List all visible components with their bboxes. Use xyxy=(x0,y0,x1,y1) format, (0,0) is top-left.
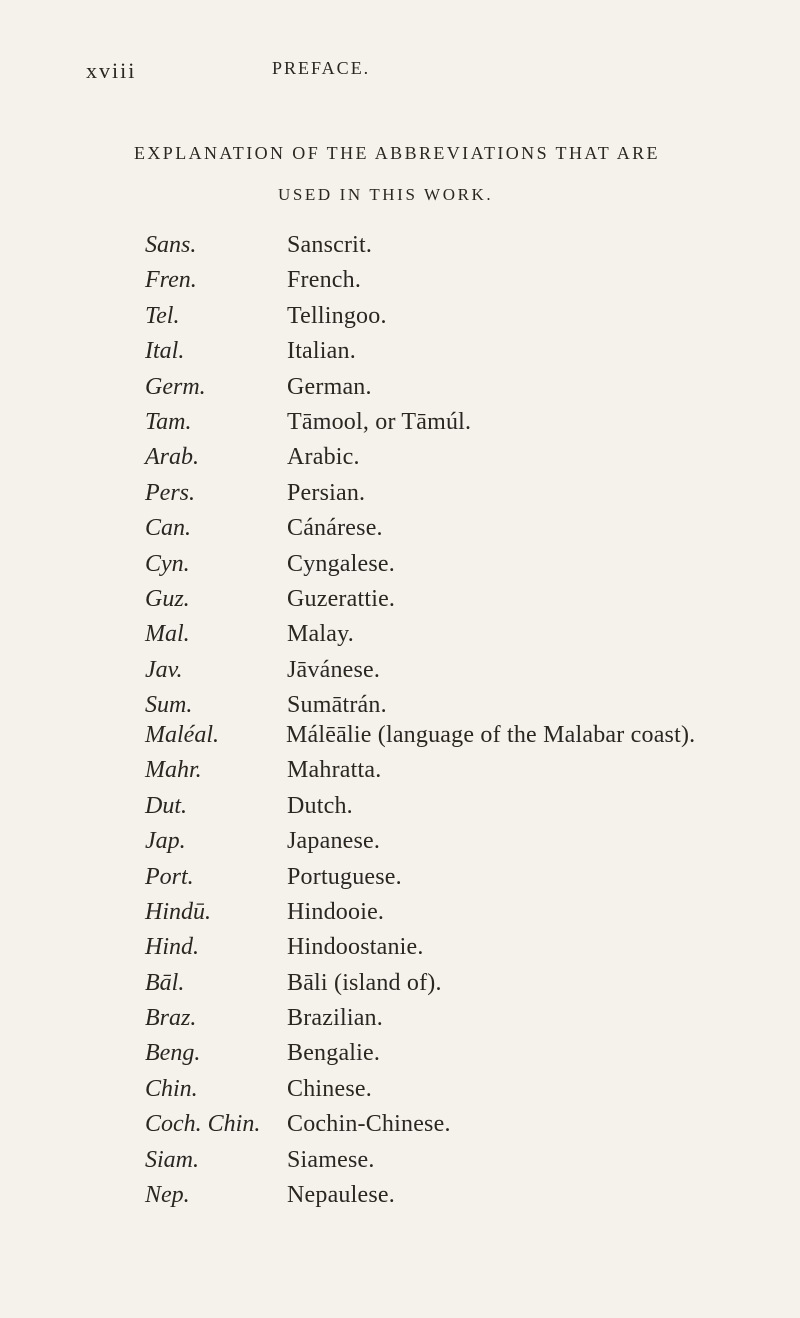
abbreviation-meaning: Chinese. xyxy=(287,1076,372,1102)
abbreviation-meaning: Nepaulese. xyxy=(287,1182,395,1208)
abbreviation-meaning: Portuguese. xyxy=(287,864,402,890)
abbreviation-meaning: Tāmool, or Tāmúl. xyxy=(287,409,472,435)
section-title: EXPLANATION OF THE ABBREVIATIONS THAT ARE xyxy=(134,143,660,163)
section-subtitle: USED IN THIS WORK. xyxy=(278,185,494,204)
abbreviation-row xyxy=(0,262,800,298)
abbreviation-meaning: Guzerattie. xyxy=(287,586,396,612)
abbreviation-row xyxy=(0,369,800,405)
abbreviation-row xyxy=(0,1142,800,1178)
abbreviation-row xyxy=(0,439,800,475)
abbreviation: Coch. Chin. xyxy=(145,1111,261,1137)
abbreviation-row xyxy=(0,1035,800,1071)
abbreviation-meaning: German. xyxy=(287,374,372,400)
abbreviation: Braz. xyxy=(145,1005,197,1031)
abbreviation-meaning: Arabic. xyxy=(287,444,360,470)
abbreviation-meaning: Málēālie (language of the Malabar coast). xyxy=(286,722,696,748)
abbreviation-meaning: Dutch. xyxy=(287,793,353,819)
abbreviation-row xyxy=(0,581,800,617)
abbreviation-row xyxy=(0,717,800,753)
abbreviation-meaning: Hindooie. xyxy=(287,899,385,925)
abbreviation: Sans. xyxy=(145,232,197,258)
abbreviation-row xyxy=(0,1177,800,1213)
abbreviation: Dut. xyxy=(145,793,187,819)
abbreviation-row xyxy=(0,652,800,688)
abbreviation-row xyxy=(0,475,800,511)
abbreviation: Hindū. xyxy=(145,899,211,925)
abbreviation-meaning: Sanscrit. xyxy=(287,232,373,258)
abbreviation-row xyxy=(0,616,800,652)
abbreviation: Guz. xyxy=(145,586,190,612)
page-number: xviii xyxy=(86,58,137,83)
abbreviation-meaning: Sumātrán. xyxy=(287,692,387,718)
abbreviation-row xyxy=(0,298,800,334)
running-head: PREFACE. xyxy=(272,58,371,78)
abbreviation-row xyxy=(0,227,800,263)
abbreviation-row xyxy=(0,404,800,440)
abbreviation: Pers. xyxy=(145,480,195,506)
abbreviation: Ital. xyxy=(145,338,185,364)
abbreviation: Mal. xyxy=(145,621,190,647)
abbreviation-row xyxy=(0,859,800,895)
abbreviation-row xyxy=(0,1000,800,1036)
abbreviation: Jap. xyxy=(145,828,186,854)
abbreviation-meaning: Italian. xyxy=(287,338,356,364)
abbreviation: Fren. xyxy=(145,267,197,293)
abbreviation-row xyxy=(0,752,800,788)
abbreviation: Nep. xyxy=(145,1182,190,1208)
abbreviation-row xyxy=(0,788,800,824)
abbreviation-row xyxy=(0,510,800,546)
abbreviation-meaning: Cyngalese. xyxy=(287,551,395,577)
abbreviation: Cyn. xyxy=(145,551,190,577)
abbreviation-row xyxy=(0,333,800,369)
abbreviation: Tam. xyxy=(145,409,192,435)
abbreviation: Beng. xyxy=(145,1040,201,1066)
abbreviation-meaning: Malay. xyxy=(287,621,354,647)
abbreviation: Can. xyxy=(145,515,192,541)
abbreviation-meaning: Brazilian. xyxy=(287,1005,383,1031)
abbreviation-meaning: Jāvánese. xyxy=(287,657,381,683)
abbreviation: Jav. xyxy=(145,657,183,683)
abbreviation-meaning: Cánárese. xyxy=(287,515,383,541)
abbreviation-meaning: Siamese. xyxy=(287,1147,375,1173)
abbreviation-meaning: Mahratta. xyxy=(287,757,382,783)
abbreviation: Sum. xyxy=(145,692,193,718)
abbreviation-meaning: Tellingoo. xyxy=(287,303,387,329)
abbreviation: Tel. xyxy=(145,303,180,329)
abbreviation: Bāl. xyxy=(145,970,185,996)
abbreviation: Port. xyxy=(145,864,194,890)
abbreviation-row xyxy=(0,929,800,965)
abbreviation: Arab. xyxy=(145,444,199,470)
abbreviation-row xyxy=(0,1106,800,1142)
abbreviation: Chin. xyxy=(145,1076,198,1102)
abbreviation-meaning: French. xyxy=(287,267,362,293)
abbreviation: Maléal. xyxy=(145,722,219,748)
abbreviation: Siam. xyxy=(145,1147,199,1173)
abbreviation-row xyxy=(0,1071,800,1107)
abbreviation-meaning: Japanese. xyxy=(287,828,381,854)
abbreviation-meaning: Bāli (island of). xyxy=(287,970,442,996)
abbreviation-row xyxy=(0,546,800,582)
abbreviation: Hind. xyxy=(145,934,199,960)
abbreviation-meaning: Hindoostanie. xyxy=(287,934,424,960)
abbreviation-row xyxy=(0,823,800,859)
abbreviation: Germ. xyxy=(145,374,206,400)
abbreviation-meaning: Cochin-Chinese. xyxy=(287,1111,451,1137)
abbreviation-meaning: Persian. xyxy=(287,480,366,506)
abbreviation-meaning: Bengalie. xyxy=(287,1040,381,1066)
abbreviation-row xyxy=(0,965,800,1001)
abbreviation-row xyxy=(0,894,800,930)
abbreviation: Mahr. xyxy=(145,757,202,783)
